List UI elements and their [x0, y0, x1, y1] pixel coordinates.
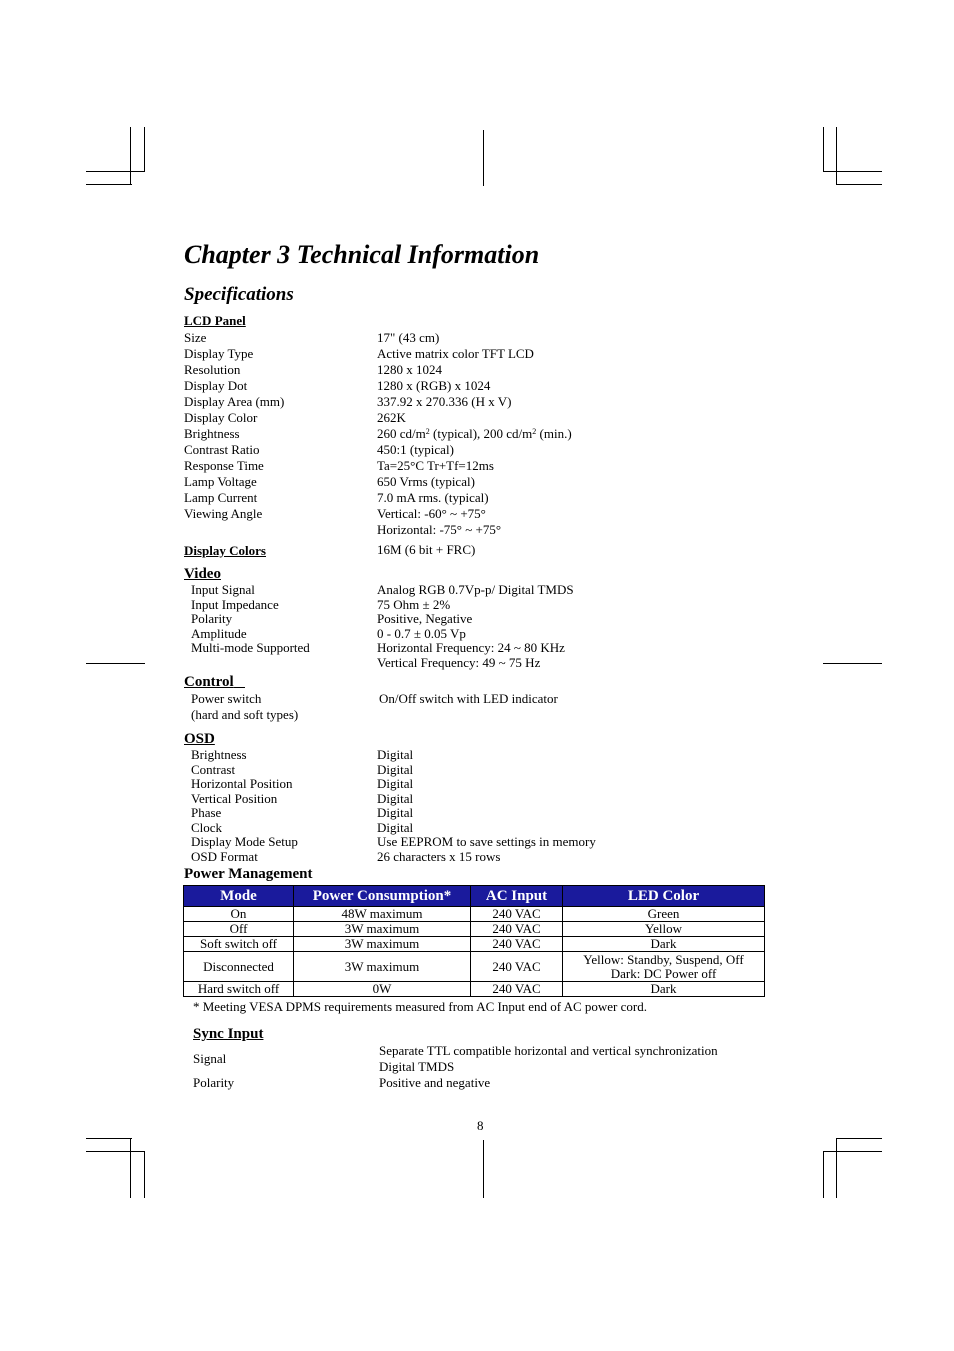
table-cell: 240 VAC	[471, 907, 563, 922]
column-header: LED Color	[563, 886, 765, 907]
spec-value: 26 characters x 15 rows	[377, 848, 501, 864]
spec-value: 1280 x (RGB) x 1024	[377, 378, 491, 393]
spec-label: Polarity	[191, 611, 233, 626]
spec-label: Response Time	[184, 458, 264, 473]
control-heading: Control	[184, 674, 234, 690]
spec-value: Horizontal: -75° ~ +75°	[377, 522, 502, 537]
spec-label: Size	[184, 330, 207, 345]
spec-label: Display Mode Setup	[191, 834, 298, 849]
table-cell: Dark	[563, 982, 765, 997]
osd-labels	[191, 748, 298, 864]
spec-value: Ta=25°C Tr+Tf=12ms	[377, 458, 494, 473]
display-colors-heading: Display Colors	[184, 543, 266, 558]
spec-value: 337.92 x 270.336 (H x V)	[377, 394, 512, 409]
spec-label: Horizontal Position	[191, 776, 293, 791]
spec-value: 650 Vrms (typical)	[377, 474, 475, 489]
spec-label: Lamp Current	[184, 490, 258, 505]
table-cell: 3W maximum	[294, 937, 471, 952]
control-value: On/Off switch with LED indicator	[379, 691, 558, 706]
table-cell: 3W maximum	[294, 952, 471, 982]
sync-input-heading: Sync Input	[193, 1026, 264, 1042]
spec-value: 17" (43 cm)	[377, 330, 440, 345]
column-header: AC Input	[471, 886, 563, 907]
table-row	[184, 952, 765, 982]
spec-value: Digital	[377, 761, 414, 777]
spec-value: Vertical Frequency: 49 ~ 75 Hz	[377, 654, 541, 670]
spec-label: Display Dot	[184, 378, 248, 393]
spec-label: Brightness	[184, 426, 240, 441]
spec-value: 0 - 0.7 ± 0.05 Vp	[377, 625, 466, 641]
video-labels	[191, 583, 310, 656]
spec-label: Contrast	[191, 761, 236, 777]
table-cell: Off	[184, 922, 294, 937]
spec-value: Vertical: -60° ~ +75°	[377, 506, 486, 521]
spec-value: 262K	[377, 410, 406, 425]
table-cell: Green	[563, 907, 765, 922]
spec-value: 450:1 (typical)	[377, 442, 454, 457]
table-cell: 48W maximum	[294, 907, 471, 922]
lcd-panel-heading: LCD Panel	[184, 313, 246, 328]
spec-label: Resolution	[184, 362, 241, 377]
spec-value: Separate TTL compatible horizontal and vertical synchronization	[379, 1043, 718, 1058]
table-row	[184, 982, 765, 997]
led-color-line: Yellow: Standby, Suspend, Off	[583, 951, 744, 967]
spec-label: Amplitude	[191, 625, 247, 641]
spec-value: Positive and negative	[379, 1075, 491, 1090]
sync-signal-values	[379, 1043, 718, 1075]
section-title: Specifications	[184, 284, 294, 305]
spec-label: Lamp Voltage	[184, 474, 257, 489]
spec-value: Horizontal Frequency: 24 ~ 80 KHz	[377, 640, 565, 655]
table-cell: 240 VAC	[471, 937, 563, 952]
spec-label: Input Signal	[191, 582, 255, 597]
spec-label: Input Impedance	[191, 596, 279, 612]
spec-label: (hard and soft types)	[191, 707, 299, 722]
table-cell: 3W maximum	[294, 922, 471, 937]
table-cell: Hard switch off	[184, 982, 294, 997]
spec-label: Contrast Ratio	[184, 442, 260, 457]
table-header-row	[184, 886, 765, 907]
spec-value: Use EEPROM to save settings in memory	[377, 834, 596, 849]
spec-value: Digital TMDS	[379, 1059, 455, 1074]
spec-label: Signal	[193, 1051, 227, 1066]
spec-label: Display Area (mm)	[184, 394, 285, 409]
table-cell	[563, 952, 765, 982]
spec-value: Active matrix color TFT LCD	[377, 346, 534, 361]
spec-value: 75 Ohm ± 2%	[377, 596, 451, 612]
osd-values	[377, 748, 596, 864]
video-values	[377, 583, 574, 670]
page-title: Chapter 3 Technical Information	[184, 240, 540, 269]
page-number: 8	[477, 1118, 484, 1133]
table-cell: 240 VAC	[471, 982, 563, 997]
table-cell: 0W	[294, 982, 471, 997]
spec-label: Polarity	[193, 1075, 235, 1090]
table-row	[184, 907, 765, 922]
spec-label: OSD Format	[191, 848, 258, 864]
table-cell: Yellow	[563, 922, 765, 937]
osd-heading: OSD	[184, 731, 215, 747]
spec-label: Vertical Position	[191, 790, 278, 806]
video-heading: Video	[184, 566, 221, 582]
table-row	[184, 922, 765, 937]
spec-label: Display Color	[184, 410, 258, 425]
lcd-panel-labels	[184, 330, 284, 522]
spec-value: Digital	[377, 819, 414, 835]
table-cell: On	[184, 907, 294, 922]
spec-label: Display Type	[184, 346, 254, 361]
table-footnote: * Meeting VESA DPMS requirements measured from AC Input end of AC power cord.	[193, 999, 647, 1014]
table-cell: Disconnected	[184, 952, 294, 982]
spec-label: Phase	[191, 805, 222, 820]
table-row	[184, 937, 765, 952]
table-cell: Dark	[563, 937, 765, 952]
display-colors-value: 16M (6 bit + FRC)	[377, 542, 476, 557]
spec-value: Digital	[377, 776, 414, 791]
spec-value: Analog RGB 0.7Vp-p/ Digital TMDS	[377, 582, 574, 597]
control-labels	[191, 691, 298, 723]
spec-value: 1280 x 1024	[377, 362, 442, 377]
table-cell: 240 VAC	[471, 922, 563, 937]
brightness-value: 260 $cd/m^2$ (typical), 200 $cd/m^2$ (min.)	[377, 426, 572, 441]
spec-label: Multi-mode Supported	[191, 640, 310, 655]
column-header: Power Consumption*	[294, 886, 471, 907]
spec-value: 7.0 mA rms. (typical)	[377, 490, 489, 505]
spec-value: Digital	[377, 790, 414, 806]
spec-value: Digital	[377, 805, 414, 820]
spec-label: Clock	[191, 819, 223, 835]
spec-value: Positive, Negative	[377, 611, 473, 626]
spec-label: Viewing Angle	[184, 506, 263, 521]
spec-label: Power switch	[191, 691, 262, 706]
led-color-line: Dark: DC Power off	[610, 965, 717, 981]
power-management-table	[183, 885, 765, 997]
spec-value: Digital	[377, 747, 414, 762]
table-cell: 240 VAC	[471, 952, 563, 982]
table-cell: Soft switch off	[184, 937, 294, 952]
spec-label: Brightness	[191, 747, 247, 762]
column-header: Mode	[184, 886, 294, 907]
lcd-panel-values	[377, 330, 572, 538]
power-management-heading: Power Management	[184, 866, 313, 882]
